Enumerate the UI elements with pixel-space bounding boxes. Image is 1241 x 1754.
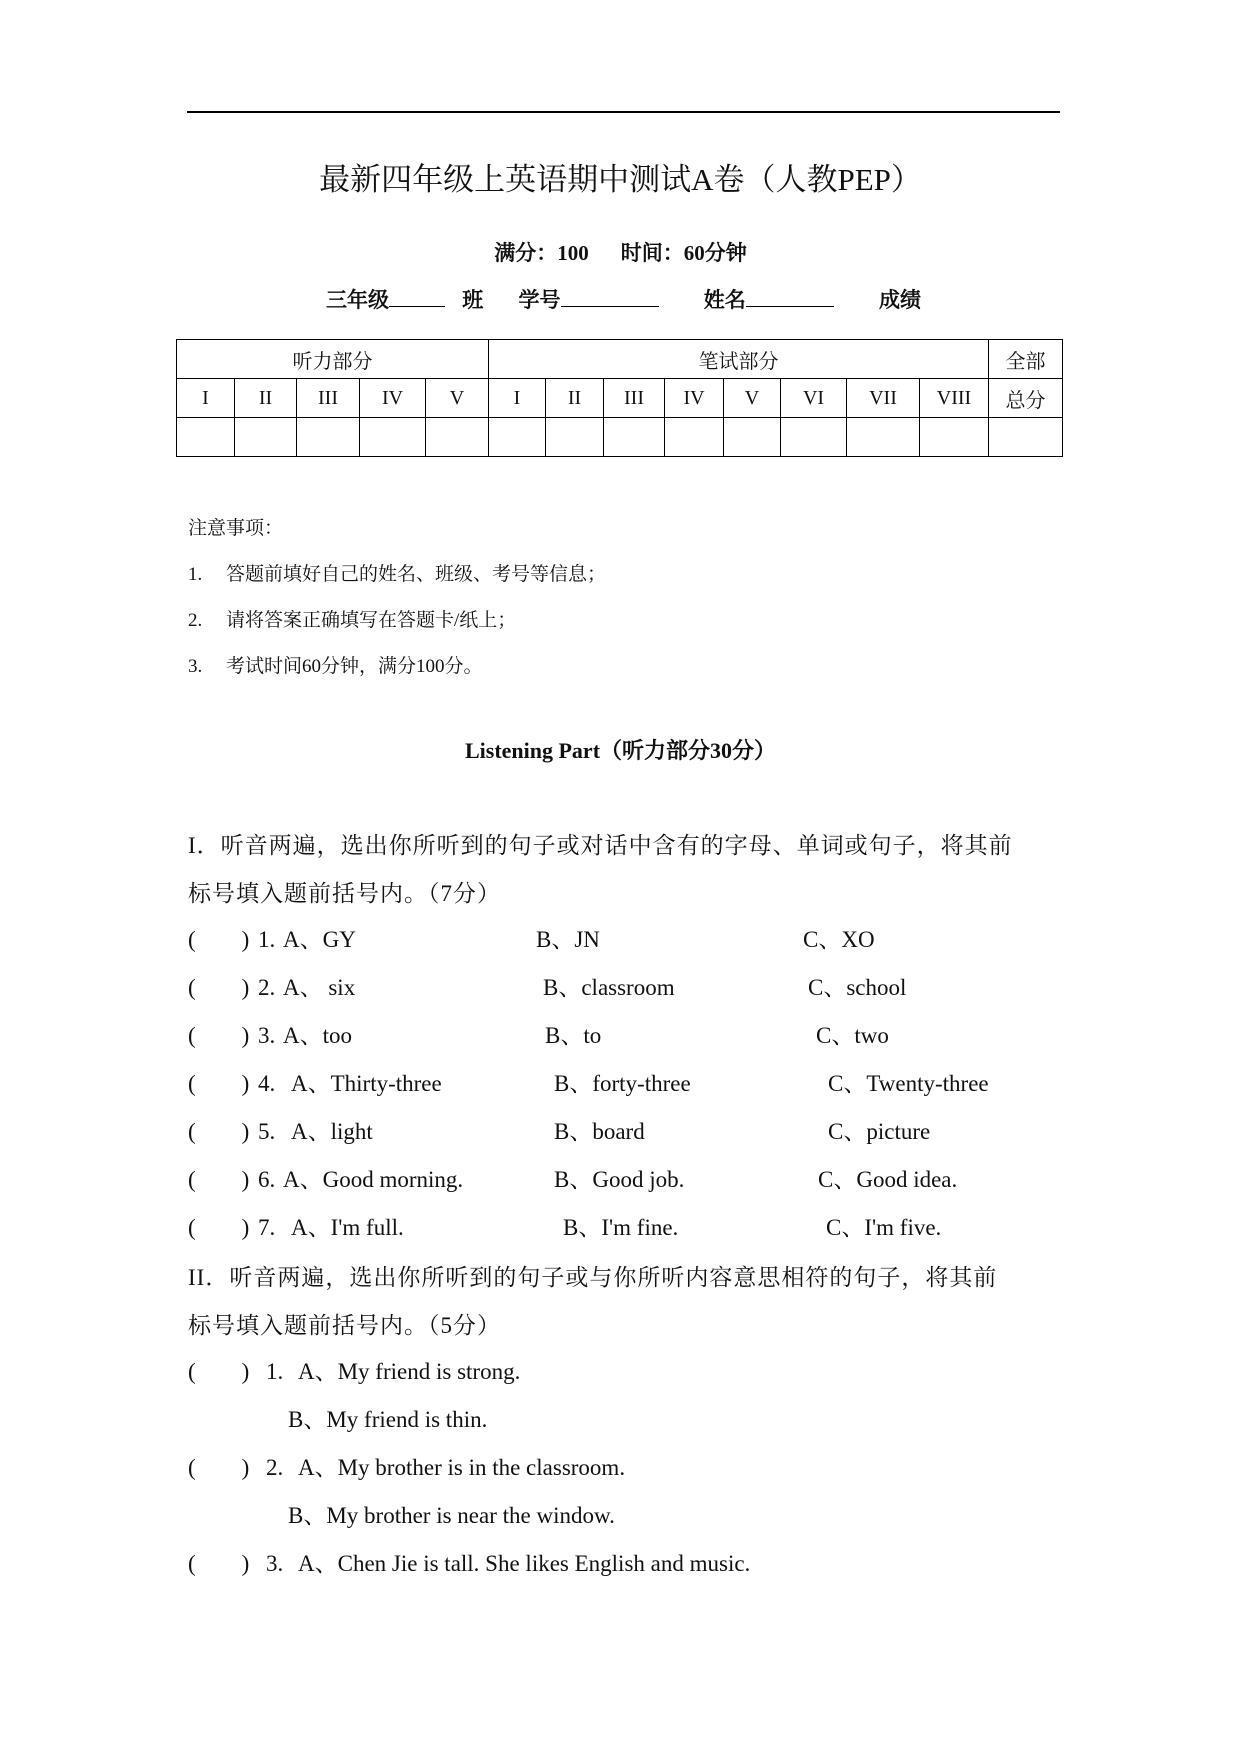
option-a: A、 six (283, 975, 356, 1000)
total-score-cell[interactable] (989, 418, 1063, 457)
written-col-header: VII (847, 379, 920, 418)
score-cell[interactable] (235, 418, 297, 457)
score-cell[interactable] (665, 418, 724, 457)
exam-time: 时间：60分钟 (620, 241, 747, 265)
part2-instruction: II．听音两遍，选出你所听到的句子或与你所听内容意思相符的句子，将其前 标号填入题前括号内。（5分） (188, 1265, 998, 1338)
option-b: B、My brother is near the window. (288, 1503, 615, 1528)
score-cell[interactable] (847, 418, 920, 457)
score-cell[interactable] (604, 418, 665, 457)
option-a: A、My brother is in the classroom. (298, 1455, 626, 1480)
name-label: 姓名 (703, 288, 746, 312)
score-cell[interactable] (781, 418, 847, 457)
written-col-header: V (724, 379, 781, 418)
option-a: A、too (283, 1023, 352, 1048)
option-c: C、I'm five. (826, 1215, 942, 1240)
answer-bracket[interactable]: ( ) (188, 1119, 250, 1144)
option-c: C、XO (803, 927, 875, 952)
question-number: 6. (258, 1167, 276, 1192)
student-info (326, 284, 921, 315)
option-c: C、picture (828, 1119, 931, 1144)
answer-bracket[interactable]: ( ) (188, 1455, 250, 1480)
listening-col-header: IV (360, 379, 426, 418)
answer-bracket[interactable]: ( ) (188, 1071, 250, 1096)
option-c: C、Good idea. (818, 1167, 958, 1192)
name-blank[interactable] (746, 284, 834, 307)
question-number: 3. (266, 1551, 284, 1576)
option-a: A、Thirty-three (291, 1071, 442, 1096)
note-item: 3. 考试时间60分钟，满分100分。 (188, 656, 483, 677)
class-label: 班 (462, 288, 484, 312)
answer-bracket[interactable]: ( ) (188, 1359, 250, 1384)
part1-instruction: I．听音两遍，选出你所听到的句子或对话中含有的字母、单词或句子，将其前 标号填入题前括号内。（7分） (188, 833, 1013, 906)
question-number: 1. (258, 927, 276, 952)
option-a: A、Good morning. (283, 1167, 464, 1192)
score-cell[interactable] (360, 418, 426, 457)
score-table (176, 339, 1063, 457)
score-cell[interactable] (489, 418, 546, 457)
question-number: 2. (258, 975, 276, 1000)
question-number: 3. (258, 1023, 276, 1048)
page-title: 最新四年级上英语期中测试A卷（人教PEP） (319, 162, 922, 197)
class-blank[interactable] (389, 284, 445, 307)
answer-bracket[interactable]: ( ) (188, 1167, 250, 1192)
option-a: A、I'm full. (291, 1215, 404, 1240)
option-b: B、Good job. (554, 1167, 685, 1192)
answer-bracket[interactable]: ( ) (188, 1215, 250, 1240)
question-number: 1. (266, 1359, 284, 1384)
score-cell[interactable] (426, 418, 489, 457)
score-cell[interactable] (297, 418, 360, 457)
written-header: 笔试部分 (489, 340, 989, 379)
option-b: B、I'm fine. (563, 1215, 679, 1240)
answer-bracket[interactable]: ( ) (188, 975, 250, 1000)
question-number: 4. (258, 1071, 276, 1096)
option-c: C、Twenty-three (828, 1071, 989, 1096)
option-b: B、forty-three (554, 1071, 691, 1096)
score-cell[interactable] (724, 418, 781, 457)
listening-col-header: I (177, 379, 235, 418)
option-c: C、school (808, 975, 907, 1000)
written-col-header: III (604, 379, 665, 418)
option-b: B、classroom (543, 975, 675, 1000)
option-b: B、to (545, 1023, 602, 1048)
question-number: 7. (258, 1215, 276, 1240)
notes-section (188, 506, 606, 690)
question-number: 5. (258, 1119, 276, 1144)
listening-col-header: V (426, 379, 489, 418)
option-a: A、Chen Jie is tall. She likes English and music. (298, 1551, 751, 1576)
score-cell[interactable] (920, 418, 989, 457)
option-b: B、JN (536, 927, 600, 952)
score-label: 成绩 (879, 288, 921, 312)
written-col-header: IV (665, 379, 724, 418)
listening-col-header: III (297, 379, 360, 418)
total-header-top: 全部 (989, 340, 1063, 379)
option-b: B、My friend is thin. (288, 1407, 488, 1432)
section-title: Listening Part（听力部分30分） (464, 738, 777, 763)
score-cell[interactable] (546, 418, 604, 457)
option-a: A、My friend is strong. (298, 1359, 521, 1384)
student-no-label: 学号 (518, 288, 561, 312)
written-col-header: VI (781, 379, 847, 418)
notes-heading: 注意事项： (188, 518, 284, 539)
header-rule (187, 111, 1060, 113)
option-a: A、GY (283, 927, 356, 952)
option-c: C、two (816, 1023, 889, 1048)
option-b: B、board (554, 1119, 645, 1144)
grade-label: 三年级 (326, 288, 389, 312)
note-item: 2. 请将答案正确填写在答题卡/纸上； (188, 610, 517, 631)
listening-header: 听力部分 (177, 340, 489, 379)
answer-bracket[interactable]: ( ) (188, 927, 250, 952)
listening-col-header: II (235, 379, 297, 418)
written-col-header: II (546, 379, 604, 418)
answer-bracket[interactable]: ( ) (188, 1023, 250, 1048)
exam-meta (0, 238, 1241, 268)
answer-bracket[interactable]: ( ) (188, 1551, 250, 1576)
written-col-header: VIII (920, 379, 989, 418)
full-score: 满分：100 (494, 241, 589, 265)
option-a: A、light (291, 1119, 373, 1144)
note-item: 1. 答题前填好自己的姓名、班级、考号等信息； (188, 564, 607, 585)
written-col-header: I (489, 379, 546, 418)
student-no-blank[interactable] (561, 284, 659, 307)
question-number: 2. (266, 1455, 284, 1480)
total-header-bottom: 总分 (989, 379, 1063, 418)
score-cell[interactable] (177, 418, 235, 457)
